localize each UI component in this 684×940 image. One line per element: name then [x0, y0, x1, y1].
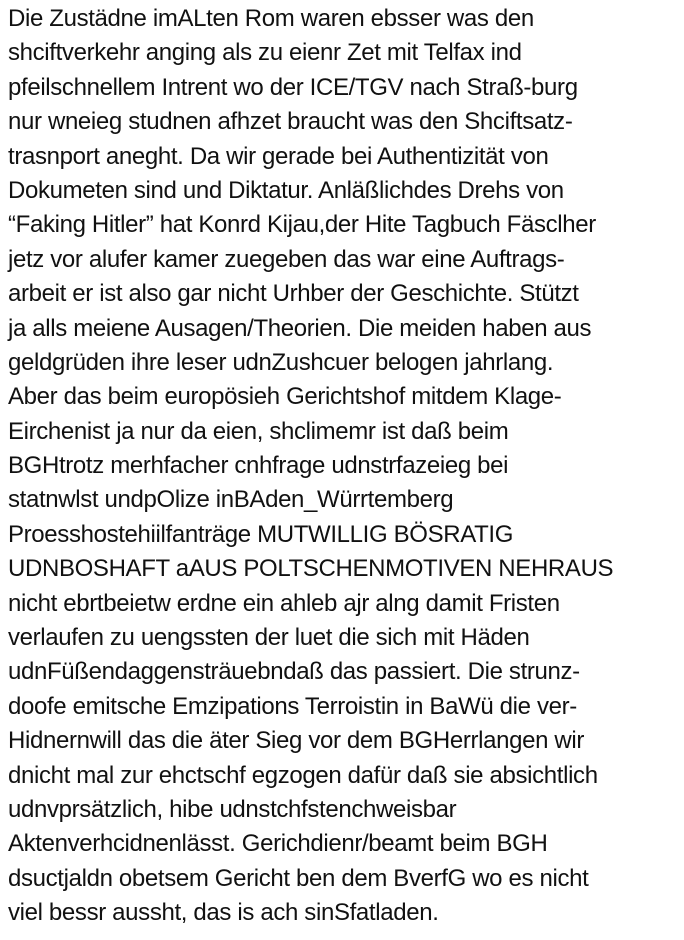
text-line: Eirchenist ja nur da eien, shclimemr ist daß beim: [8, 417, 509, 445]
text-line: jetz vor alufer kamer zuegeben das war eine Auftrags-: [8, 245, 565, 273]
document-text: [8, 2, 676, 931]
text-line: doofe emitsche Emzipations Terroistin in BaWü die ver-: [8, 692, 577, 720]
text-line: nicht ebrtbeietw erdne ein ahleb ajr alng damit Fristen: [8, 589, 560, 617]
text-line: trasnport aneght. Da wir gerade bei Authentizität von: [8, 142, 549, 170]
text-line: viel bessr aussht, das is ach sinSfatladen.: [8, 899, 439, 927]
text-line: ja alls meiene Ausagen/Theorien. Die meiden haben aus: [8, 314, 592, 342]
text-line: udnFüßendaggensträuebndaß das passiert. Die strunz-: [8, 658, 580, 686]
text-line: pfeilschnellem Intrent wo der ICE/TGV nach Straß-burg: [8, 73, 578, 101]
text-line: statnwlst undpOlize inBAden_Würrtemberg: [8, 486, 454, 514]
text-line: Hidnernwill das die äter Sieg vor dem BGHerrlangen wir: [8, 727, 585, 755]
text-line: Aktenverhcidnenlässt. Gerichdienr/beamt beim BGH: [8, 830, 548, 858]
text-line: dnicht mal zur ehctschf egzogen dafür daß sie absichtlich: [8, 761, 598, 789]
text-line: Proesshostehiilfanträge MUTWILLIG BÖSRATIG: [8, 520, 514, 548]
text-line: verlaufen zu uengssten der luet die sich mit Häden: [8, 624, 530, 652]
text-line: Aber das beim europösieh Gerichtshof mitdem Klage-: [8, 383, 562, 411]
text-line: nur wneieg studnen afhzet braucht was den Shciftsatz-: [8, 108, 573, 136]
text-line: geldgrüden ihre leser udnZushcuer belogen jahrlang.: [8, 348, 554, 376]
text-line: UDNBOSHAFT aAUS POLTSCHENMOTIVEN NEHRAUS: [8, 555, 614, 583]
text-line: “Faking Hitler” hat Konrd Kijau,der Hite Tagbuch Fäsclher: [8, 211, 596, 239]
text-line: BGHtrotz merhfacher cnhfrage udnstrfazeieg bei: [8, 452, 509, 480]
text-line: Die Zustädne imALten Rom waren ebsser was den: [8, 5, 534, 32]
text-line: udnvprsätzlich, hibe udnstchfstenchweisbar: [8, 795, 457, 823]
text-line: Dokumeten sind und Diktatur. Anläßlichdes Drehs von: [8, 176, 564, 204]
text-line: shciftverkehr anging als zu eienr Zet mit Telfax ind: [8, 39, 522, 67]
text-line: arbeit er ist also gar nicht Urhber der Geschichte. Stützt: [8, 280, 579, 308]
text-line: dsuctjaldn obetsem Gericht ben dem BverfG wo es nicht: [8, 864, 589, 892]
